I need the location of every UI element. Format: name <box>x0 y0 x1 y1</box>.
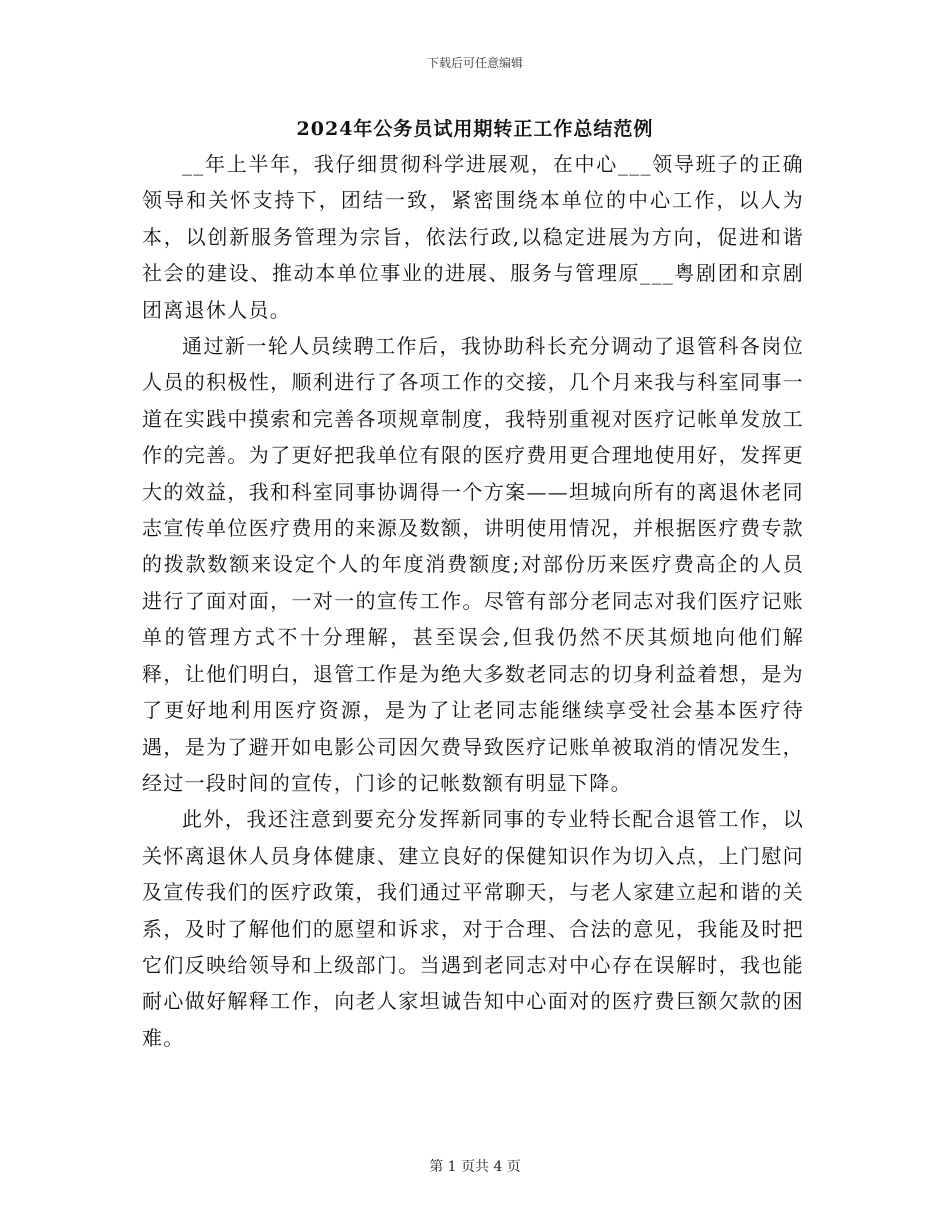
paragraph: 此外，我还注意到要充分发挥新同事的专业特长配合退管工作，以关怀离退休人员身体健康、建立良好的保健知识作为切入点，上门慰问及宣传我们的医疗政策，我们通过平常聊天，与老人家建立起和谐的关系，及时了解他们的愿望和诉求，对于合理、合法的意见，我能及时把它们反映给领导和上级部门。当遇到老同志对中心存在误解时，我也能耐心做好解释工作，向老人家坦诚告知中心面对的医疗费巨额欠款的困难。 <box>142 807 804 1050</box>
document-title: 2024年公务员试用期转正工作总结范例 <box>296 118 654 140</box>
paragraph: 通过新一轮人员续聘工作后，我协助科长充分调动了退管科各岗位人员的积极性，顺利进行了各项工作的交接，几个月来我与科室同事一道在实践中摸索和完善各项规章制度，我特别重视对医疗记帐单发放工作的完善。为了更好把我单位有限的医疗费用更合理地使用好，发挥更大的效益，我和科室同事协调得一个方案——坦城向所有的离退休老同志宣传单位医疗费用的来源及数额，讲明使用情况，并根据医疗费专款的拨款数额来设定个人的年度消费额度;对部份历来医疗费高企的人员进行了面对面，一对一的宣传工作。尽管有部分老同志对我们医疗记账单的管理方式不十分理解，甚至误会,但我仍然不厌其烦地向他们解释，让他们明白，退管工作是为绝大多数老同志的切身利益着想，是为了更好地利用医疗资源，是为了让老同志能继续享受社会基本医疗待遇，是为了避开如电影公司因欠费导致医疗记账单被取消的情况发生，经过一段时间的宣传，门诊的记帐数额有明显下降。 <box>142 334 804 795</box>
page-number: 第 1 页共 4 页 <box>429 1159 521 1175</box>
document-body <box>142 146 804 1056</box>
paragraph: __年上半年，我仔细贯彻科学进展观，在中心___领导班子的正确领导和关怀支持下，团结一致，紧密围绕本单位的中心工作，以人为本，以创新服务管理为宗旨，依法行政,以稳定进展为方向，促进和谐社会的建设、推动本单位事业的进展、服务与管理原___粤剧团和京剧团离退休人员。 <box>142 152 804 322</box>
header-note: 下载后可任意编辑 <box>426 56 523 70</box>
